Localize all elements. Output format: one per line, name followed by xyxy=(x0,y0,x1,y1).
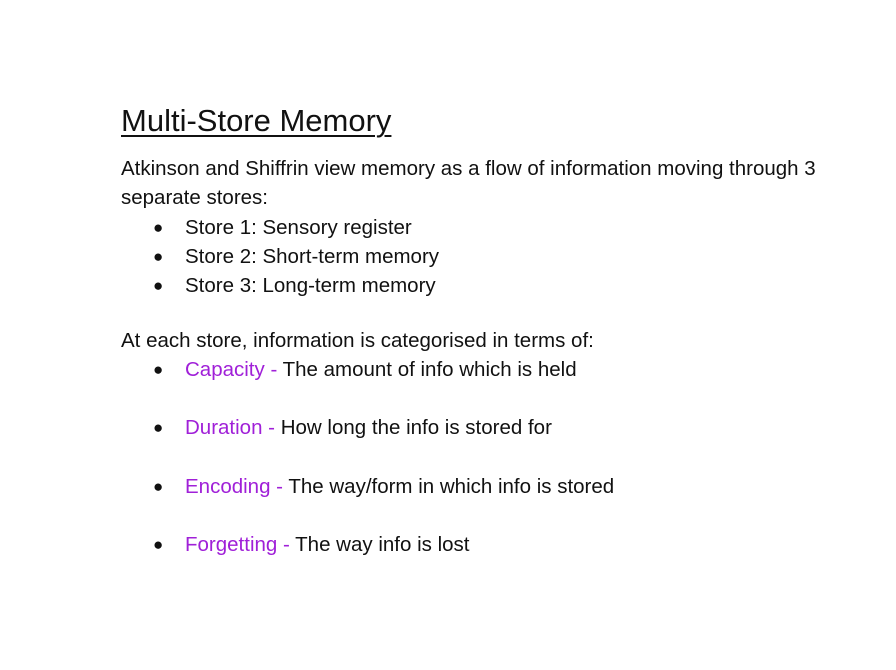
category-definition: How long the info is stored for xyxy=(275,416,552,440)
categories-list xyxy=(121,355,614,588)
store-label: Store 1: Sensory register xyxy=(185,216,412,239)
category-definition: The way/form in which info is stored xyxy=(283,474,615,498)
category-term: Duration - xyxy=(185,416,276,440)
bullet-icon: ● xyxy=(153,418,164,438)
list-item xyxy=(121,355,614,384)
bullet-icon: ● xyxy=(153,276,164,295)
bullet-icon: ● xyxy=(153,534,164,554)
list-item xyxy=(121,413,614,442)
bullet-icon: ● xyxy=(153,476,164,496)
category-term: Forgetting - xyxy=(185,532,290,556)
intro-paragraph: Atkinson and Shiffrin view memory as a flow of information moving through 3 separate stores: xyxy=(121,157,816,209)
category-term: Encoding - xyxy=(185,474,284,498)
bullet-icon: ● xyxy=(153,360,164,379)
store-label: Store 2: Short-term memory xyxy=(185,245,440,268)
category-term: Capacity - xyxy=(185,358,278,381)
page-title: Multi-Store Memory xyxy=(121,103,392,138)
bullet-icon: ● xyxy=(153,247,164,266)
category-definition: The way info is lost xyxy=(289,532,470,556)
list-item xyxy=(121,472,614,501)
list-item xyxy=(121,213,439,242)
store-label: Store 3: Long-term memory xyxy=(185,274,436,297)
list-item xyxy=(121,242,439,271)
stores-list xyxy=(121,213,439,300)
bullet-icon: ● xyxy=(153,218,164,237)
list-item xyxy=(121,271,439,300)
categories-intro: At each store, information is categorised in terms of: xyxy=(121,329,594,352)
category-definition: The amount of info which is held xyxy=(277,358,577,381)
list-item xyxy=(121,530,614,559)
